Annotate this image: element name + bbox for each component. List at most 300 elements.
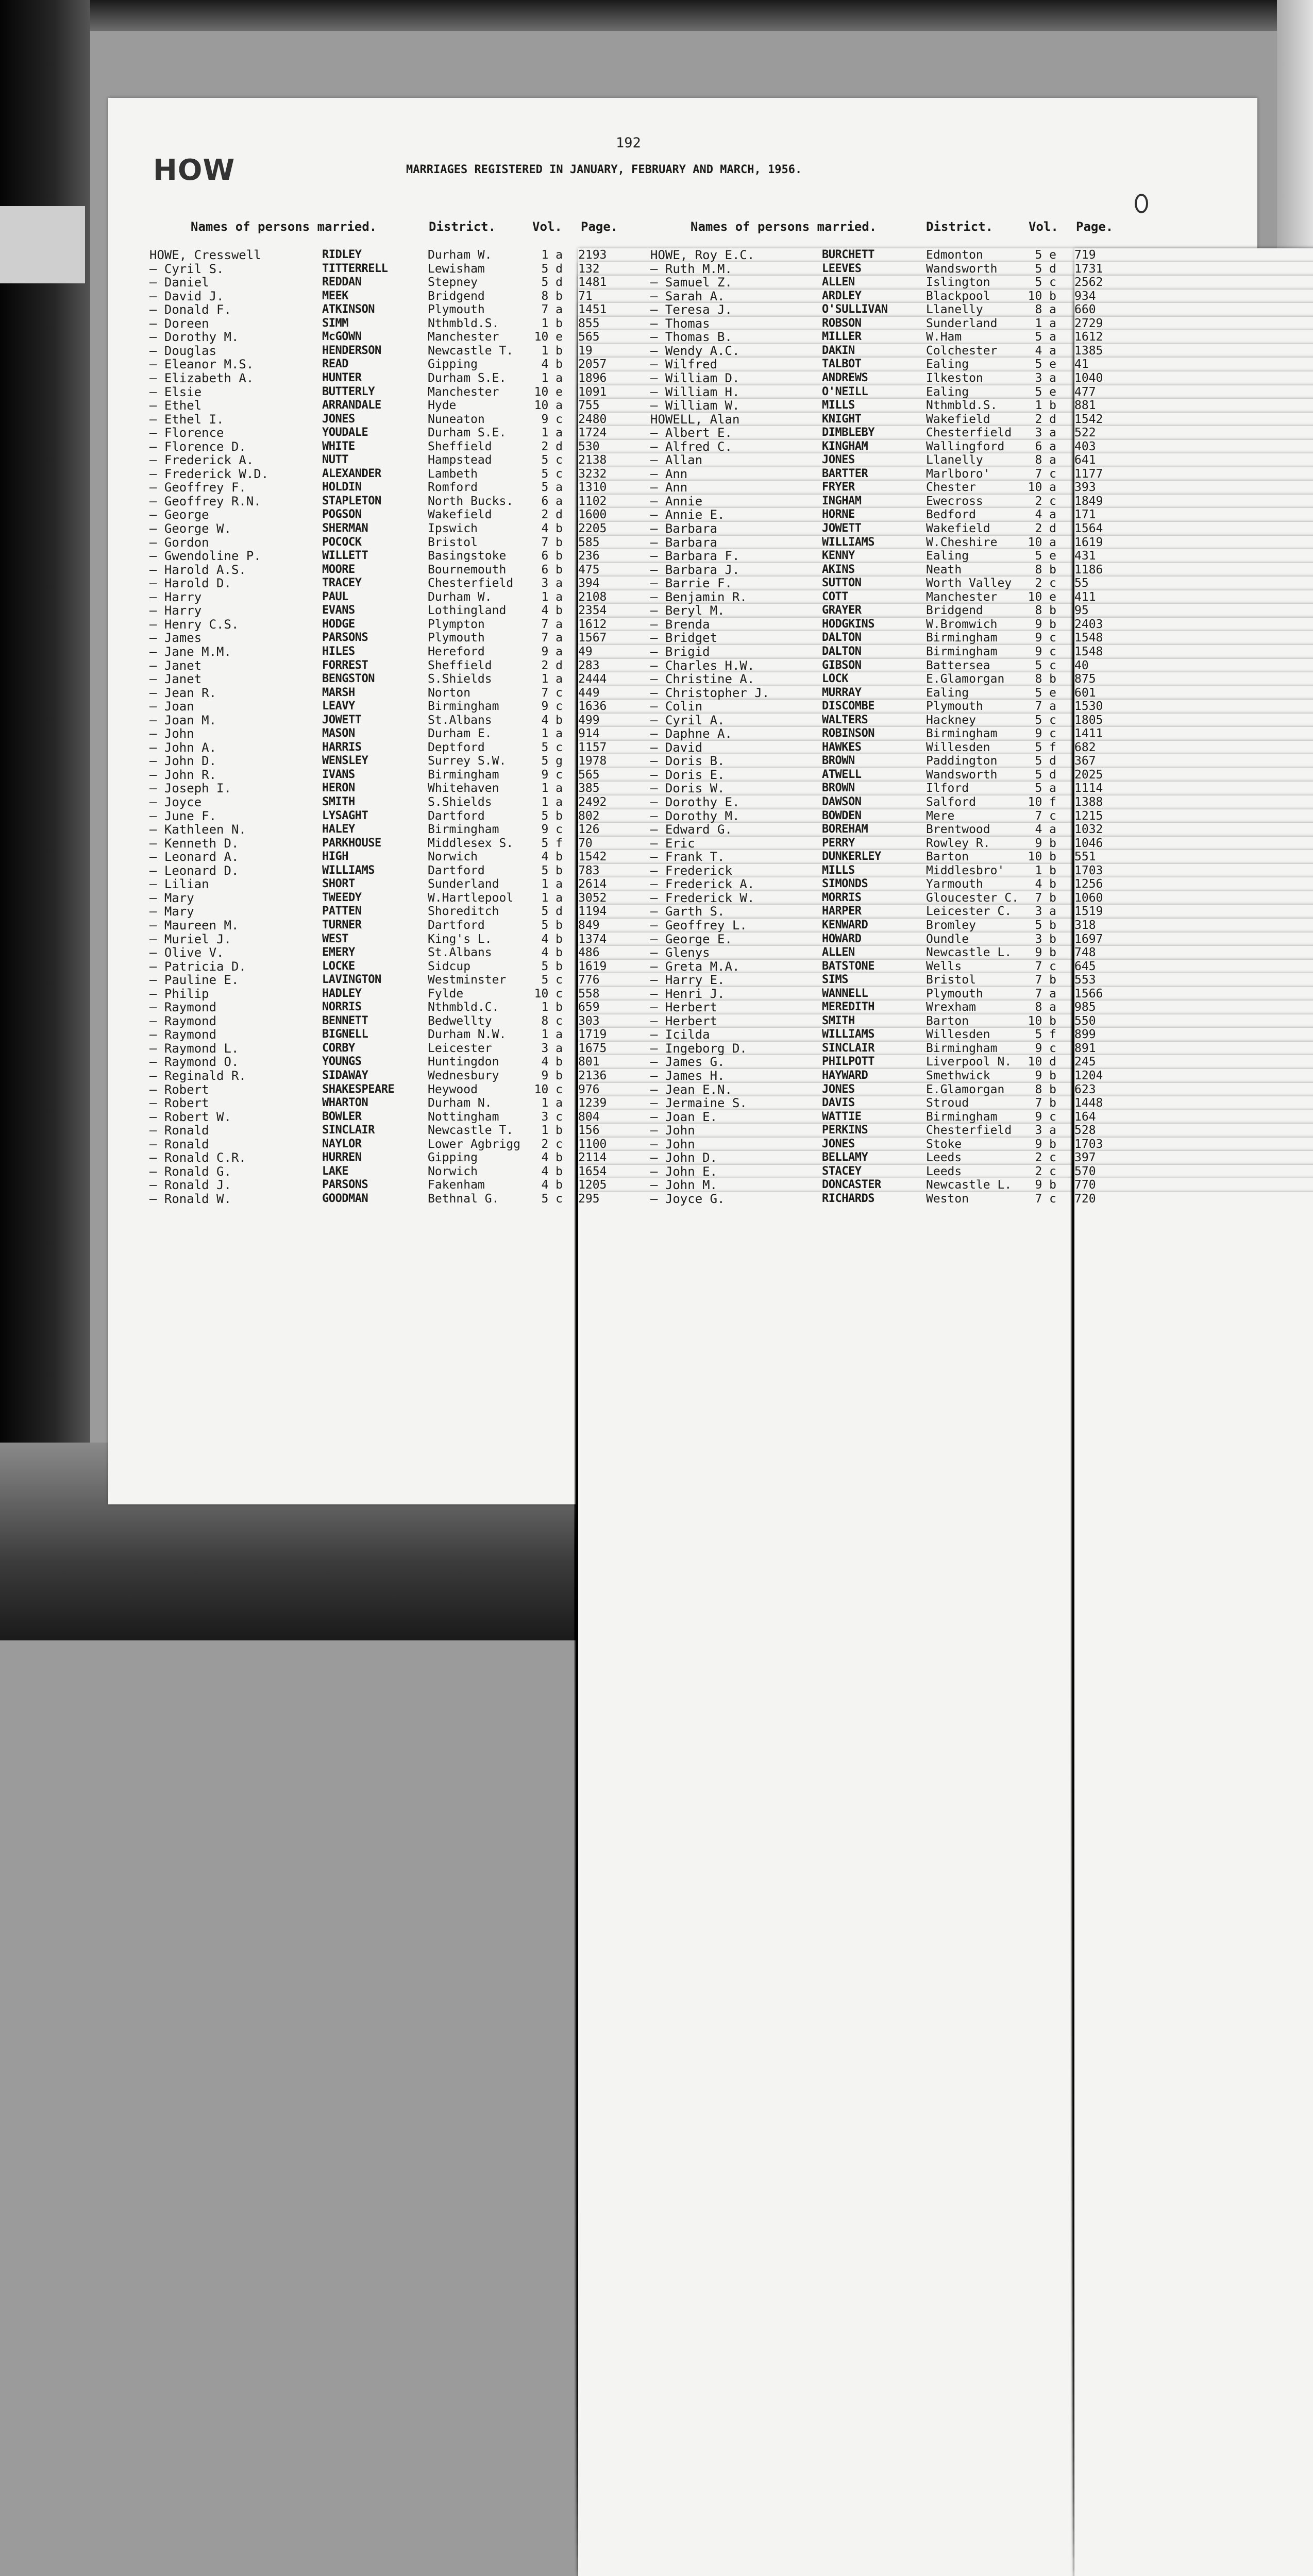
entry-dist: Newcastle L. <box>926 1178 1012 1192</box>
entry-spouse: SHERMAN <box>322 522 368 535</box>
entry-spouse: HURREN <box>322 1151 362 1164</box>
entry-spouse: WILLETT <box>322 549 368 562</box>
entry-spouse: POGSON <box>322 508 362 521</box>
entry-page: 2354 <box>578 604 1313 2010</box>
entry-page: 394 <box>578 577 1313 1983</box>
entry-page: 49 <box>578 645 1313 2052</box>
entry-page: 914 <box>578 727 1313 2133</box>
entry-page: 1194 <box>578 905 1313 2311</box>
entry-page: 1731 <box>1074 262 1313 1669</box>
entry-spouse: BROWN <box>822 754 855 767</box>
entry-dist: Sidcup <box>428 960 471 973</box>
entry-dist: Gipping <box>428 1151 478 1164</box>
entry-dist: Leeds <box>926 1165 962 1178</box>
entry-page: 1310 <box>578 481 1313 1887</box>
entry-page: 1548 <box>1074 645 1313 2052</box>
entry-vol: 6 b <box>541 549 563 563</box>
entry-page: 475 <box>578 563 1313 1970</box>
entry-vol: 1 a <box>541 877 563 891</box>
entry-dist: Fylde <box>428 987 464 1001</box>
entry-spouse: JOWETT <box>822 522 862 535</box>
entry-page: 171 <box>1074 508 1313 1914</box>
entry-page: 585 <box>578 536 1313 1942</box>
entry-name: — Harold A.S. <box>149 563 246 577</box>
entry-spouse: NUTT <box>322 453 348 466</box>
entry-page: 2138 <box>578 453 1313 1860</box>
entry-vol: 10 b <box>1028 850 1056 863</box>
entry-dist: Ealing <box>926 549 969 563</box>
entry-page: 1046 <box>1074 837 1313 2243</box>
entry-name: — John <box>650 1123 695 1138</box>
entry-vol: 5 b <box>541 960 563 973</box>
entry-dist: Sunderland <box>926 317 998 330</box>
entry-name: — Glenys <box>650 945 710 960</box>
entry-dist: Wednesbury <box>428 1069 499 1082</box>
entry-page: 3232 <box>578 467 1313 1874</box>
entry-spouse: WILLIAMS <box>822 1028 874 1041</box>
entry-spouse: LOCKE <box>322 960 355 973</box>
entry-name: — George <box>149 507 209 522</box>
entry-name: — Robert W. <box>149 1110 231 1124</box>
entry-vol: 2 c <box>1035 1165 1056 1178</box>
entry-dist: Gloucester C. <box>926 891 1019 905</box>
entry-dist: Bethnal G. <box>428 1192 499 1206</box>
entry-dist: Bromley <box>926 919 976 932</box>
entry-vol: 5 d <box>1035 754 1056 768</box>
entry-vol: 9 b <box>1035 946 1056 959</box>
entry-dist: Middlesbro' <box>926 864 1005 877</box>
entry-dist: Plympton <box>428 618 485 631</box>
entry-vol: 5 c <box>541 467 563 481</box>
entry-name: — Dorothy M. <box>650 809 740 823</box>
entry-vol: 4 b <box>541 933 563 946</box>
entry-vol: 1 a <box>541 782 563 795</box>
entry-page: 2562 <box>1074 276 1313 1682</box>
entry-name: — Alfred C. <box>650 439 732 454</box>
entry-spouse: WANNELL <box>822 987 868 1000</box>
entry-vol: 9 b <box>1035 1069 1056 1082</box>
entry-vol: 2 d <box>1035 522 1056 535</box>
entry-dist: Lewisham <box>428 262 485 276</box>
entry-dist: Stepney <box>428 276 478 289</box>
entry-page: 385 <box>578 782 1313 2188</box>
entry-vol: 5 b <box>541 809 563 823</box>
entry-page: 55 <box>1074 577 1313 1983</box>
entry-vol: 10 e <box>1028 590 1056 604</box>
entry-spouse: PARSONS <box>322 1178 368 1191</box>
entry-spouse: POCOCK <box>322 536 362 549</box>
entry-page: 802 <box>578 809 1313 2216</box>
entry-name: — Florence <box>149 426 224 440</box>
entry-page: 855 <box>578 317 1313 1723</box>
entry-spouse: MEREDITH <box>822 1001 874 1013</box>
entry-dist: Nottingham <box>428 1110 499 1124</box>
entry-dist: Barton <box>926 1014 969 1028</box>
entry-name: — Frederick <box>650 863 732 878</box>
entry-page: 2057 <box>578 358 1313 1764</box>
entry-vol: 4 b <box>541 1165 563 1178</box>
entry-dist: Norton <box>428 686 471 700</box>
entry-name: — Christopher J. <box>650 686 770 700</box>
entry-vol: 1 b <box>541 1124 563 1137</box>
entry-vol: 9 c <box>1035 727 1056 740</box>
entry-page: 303 <box>578 1014 1313 2421</box>
entry-page: 156 <box>578 1124 1313 2530</box>
entry-vol: 10 c <box>534 1083 563 1096</box>
entry-dist: W.Hartlepool <box>428 891 514 905</box>
entry-vol: 5 c <box>1035 276 1056 289</box>
entry-spouse: BROWN <box>822 782 855 794</box>
entry-vol: 1 b <box>541 1001 563 1014</box>
entry-vol: 8 b <box>1035 604 1056 617</box>
entry-name: — Greta M.A. <box>650 959 740 974</box>
entry-spouse: TURNER <box>322 919 362 931</box>
entry-page: 1204 <box>1074 1069 1313 2476</box>
entry-page: 1896 <box>578 371 1313 1778</box>
entry-dist: Romford <box>428 481 478 494</box>
entry-dist: Weston <box>926 1192 969 1206</box>
entry-spouse: HAWKES <box>822 741 862 754</box>
entry-page: 1567 <box>578 631 1313 2038</box>
entry-vol: 9 c <box>1035 631 1056 645</box>
entry-name: — Allan <box>650 453 703 467</box>
entry-page: 558 <box>578 987 1313 2394</box>
entry-spouse: STAPLETON <box>322 495 381 507</box>
entry-name: — Harry E. <box>650 973 725 987</box>
entry-dist: Barton <box>926 850 969 863</box>
entry-spouse: WALTERS <box>822 714 868 726</box>
entry-spouse: NORRIS <box>322 1001 362 1013</box>
entry-dist: Sheffield <box>428 659 492 672</box>
entry-dist: Wandsworth <box>926 768 998 782</box>
entry-dist: Ipswich <box>428 522 478 535</box>
entry-spouse: DAKIN <box>822 344 855 357</box>
entry-vol: 6 b <box>541 563 563 577</box>
entry-vol: 7 c <box>1035 960 1056 973</box>
entry-spouse: ATWELL <box>822 768 862 781</box>
entry-name: — Ann <box>650 467 688 481</box>
entry-dist: Plymouth <box>428 631 485 645</box>
entry-vol: 8 a <box>1035 303 1056 316</box>
entry-name: — Herbert <box>650 1000 718 1014</box>
entry-dist: Norwich <box>428 1165 478 1178</box>
entry-spouse: DUNKERLEY <box>822 850 881 863</box>
entry-spouse: TITTERRELL <box>322 262 388 275</box>
entry-page: 1542 <box>578 850 1313 2257</box>
entry-page: 283 <box>578 659 1313 2065</box>
entry-name: — Mary <box>149 904 194 919</box>
entry-name: — Ronald <box>149 1137 209 1151</box>
entry-spouse: SIMS <box>822 973 848 986</box>
entry-spouse: MEEK <box>322 290 348 302</box>
entry-page: 1805 <box>1074 714 1313 2120</box>
entry-name: — David J. <box>149 289 224 303</box>
entry-page: 645 <box>1074 960 1313 2366</box>
entry-dist: Llanelly <box>926 453 983 467</box>
entry-page: 1600 <box>578 508 1313 1914</box>
entry-spouse: MORRIS <box>822 891 862 904</box>
entry-page: 1032 <box>1074 823 1313 2229</box>
entry-dist: Birmingham <box>926 1110 998 1124</box>
entry-spouse: DALTON <box>822 631 862 644</box>
entry-name: — Joan <box>149 699 194 714</box>
entry-spouse: MILLER <box>822 330 862 343</box>
entry-vol: 9 c <box>541 768 563 782</box>
entry-dist: Durham S.E. <box>428 371 507 385</box>
entry-spouse: ALLEN <box>822 276 855 289</box>
entry-page: 1481 <box>578 276 1313 1682</box>
entry-dist: E.Glamorgan <box>926 1083 1005 1096</box>
entry-spouse: STACEY <box>822 1165 862 1178</box>
entry-vol: 5 g <box>541 754 563 768</box>
entry-spouse: NAYLOR <box>322 1138 362 1150</box>
entry-vol: 5 a <box>1035 330 1056 344</box>
entry-name: — Frederick W. <box>650 891 755 905</box>
entry-page: 318 <box>1074 919 1313 2325</box>
entry-name: — Elizabeth A. <box>149 371 254 385</box>
entry-dist: Huntingdon <box>428 1055 499 1069</box>
entry-vol: 4 a <box>1035 344 1056 358</box>
entry-name: — Raymond <box>149 1027 217 1042</box>
entry-page: 660 <box>1074 303 1313 1709</box>
entry-page: 1612 <box>1074 330 1313 1737</box>
entry-vol: 3 a <box>541 577 563 590</box>
entry-dist: Ealing <box>926 358 969 371</box>
entry-spouse: COTT <box>822 590 848 603</box>
entry-dist: Wakefield <box>926 413 990 426</box>
entry-dist: Wells <box>926 960 962 973</box>
entry-name: — John R. <box>149 768 217 782</box>
entry-spouse: LAVINGTON <box>322 973 381 986</box>
entry-dist: Wandsworth <box>926 262 998 276</box>
entry-name: — George E. <box>650 932 732 946</box>
entry-name: — Frederick A. <box>650 877 755 891</box>
entry-vol: 7 a <box>541 303 563 316</box>
entry-dist: Deptford <box>428 741 485 754</box>
entry-page: 1157 <box>578 741 1313 2147</box>
entry-spouse: DISCOMBE <box>822 700 874 713</box>
entry-name: — Benjamin R. <box>650 590 747 604</box>
entry-page: 1374 <box>578 933 1313 2339</box>
entry-page: 477 <box>1074 385 1313 1792</box>
entry-vol: 7 c <box>1035 809 1056 823</box>
entry-vol: 1 a <box>541 590 563 604</box>
entry-dist: Islington <box>926 276 990 289</box>
entry-name: — Jermaine S. <box>650 1096 747 1110</box>
entry-vol: 4 a <box>1035 823 1056 836</box>
entry-name: — Kathleen N. <box>149 822 246 837</box>
entry-dist: Bridgend <box>926 604 983 617</box>
entry-page: 2136 <box>578 1069 1313 2476</box>
entry-name: — Ingeborg D. <box>650 1041 747 1056</box>
entry-page: 236 <box>578 549 1313 1956</box>
entry-vol: 5 d <box>1035 768 1056 782</box>
entry-name: — Eleanor M.S. <box>149 357 254 371</box>
entry-name: — Elsie <box>149 385 202 399</box>
entry-page: 755 <box>578 399 1313 1805</box>
entry-page: 245 <box>1074 1055 1313 2462</box>
entry-vol: 3 a <box>1035 905 1056 918</box>
entry-vol: 1 b <box>1035 399 1056 412</box>
entry-page: 2114 <box>578 1151 1313 2557</box>
entry-name: — Bridget <box>650 631 718 645</box>
entry-spouse: EVANS <box>322 604 355 617</box>
entry-name: — John D. <box>149 754 217 768</box>
entry-page: 804 <box>578 1110 1313 2517</box>
entry-vol: 2 c <box>1035 577 1056 590</box>
entry-name: — Maureen M. <box>149 918 239 933</box>
entry-vol: 10 e <box>534 385 563 399</box>
entry-dist: Hampstead <box>428 453 492 467</box>
entry-page: 393 <box>1074 481 1313 1887</box>
entry-vol: 5 d <box>541 905 563 918</box>
entry-vol: 4 b <box>541 850 563 863</box>
entry-spouse: BATSTONE <box>822 960 874 973</box>
entry-page: 659 <box>578 1001 1313 2407</box>
entry-dist: Chesterfield <box>428 577 514 590</box>
entry-vol: 8 b <box>1035 672 1056 686</box>
entry-page: 1619 <box>1074 536 1313 1942</box>
entry-vol: 9 b <box>1035 837 1056 850</box>
register-title: MARRIAGES REGISTERED IN JANUARY, FEBRUARY AND MARCH, 1956. <box>406 163 802 176</box>
left-col-district-header: District. <box>429 219 496 234</box>
entry-page: 3052 <box>578 891 1313 2298</box>
entry-page: 41 <box>1074 358 1313 1764</box>
entry-spouse: BOWLER <box>322 1110 362 1123</box>
entry-name: — Barbara J. <box>650 563 740 577</box>
entry-page: 682 <box>1074 741 1313 2147</box>
entry-name: HOWE, Roy E.C. <box>650 248 755 262</box>
entry-dist: Durham N. <box>428 1096 492 1110</box>
entry-spouse: HILES <box>322 645 355 658</box>
entry-vol: 4 b <box>541 714 563 727</box>
entry-spouse: BENGSTON <box>322 672 375 685</box>
entry-page: 1530 <box>1074 700 1313 2106</box>
left-col-page-header: Page. <box>581 219 618 234</box>
entry-spouse: ALLEN <box>822 946 855 959</box>
entry-spouse: FORREST <box>322 659 368 672</box>
entry-vol: 8 c <box>541 1014 563 1028</box>
entry-name: — Reginald R. <box>149 1069 246 1083</box>
entry-page: 1724 <box>578 426 1313 1833</box>
entry-name: — Cyril A. <box>650 713 725 727</box>
entry-name: — William W. <box>650 398 740 413</box>
entry-name: — Wilfred <box>650 357 718 371</box>
entry-name: — Harry <box>149 590 202 604</box>
entry-spouse: JONES <box>822 1138 855 1150</box>
entry-page: 891 <box>1074 1042 1313 2448</box>
entry-dist: St.Albans <box>428 714 492 727</box>
entry-vol: 10 b <box>1028 290 1056 303</box>
right-col-vol-header: Vol. <box>1029 219 1058 234</box>
entry-spouse: CORBY <box>322 1042 355 1055</box>
entry-name: — Ronald <box>149 1123 209 1138</box>
entry-dist: Durham W. <box>428 248 492 262</box>
entry-spouse: EMERY <box>322 946 355 959</box>
entry-spouse: HARPER <box>822 905 862 918</box>
entry-spouse: PERRY <box>822 837 855 850</box>
entry-spouse: BELLAMY <box>822 1151 868 1164</box>
entry-spouse: ALEXANDER <box>322 467 381 480</box>
entry-page: 934 <box>1074 290 1313 1696</box>
entry-spouse: READ <box>322 358 348 370</box>
entry-page: 1388 <box>1074 795 1313 2202</box>
entry-dist: W.Ham <box>926 330 962 344</box>
entry-spouse: LAKE <box>322 1165 348 1178</box>
entry-name: — Ethel I. <box>149 412 224 427</box>
entry-name: — Albert E. <box>650 426 732 440</box>
entry-name: — Annie E. <box>650 507 725 522</box>
entry-dist: Bristol <box>428 536 478 549</box>
entry-spouse: IVANS <box>322 768 355 781</box>
entry-spouse: GIBSON <box>822 659 862 672</box>
entry-vol: 7 a <box>541 618 563 631</box>
entry-vol: 5 f <box>1035 741 1056 754</box>
entry-page: 528 <box>1074 1124 1313 2530</box>
entry-vol: 5 f <box>541 837 563 850</box>
entry-page: 40 <box>1074 659 1313 2065</box>
entry-name: — Daniel <box>149 275 209 290</box>
entry-spouse: McGOWN <box>322 330 362 343</box>
entry-dist: Durham W. <box>428 590 492 604</box>
entry-name: — Kenneth D. <box>149 836 239 851</box>
entry-page: 1697 <box>1074 933 1313 2339</box>
entry-name: — Joan M. <box>149 713 217 727</box>
entry-vol: 5 e <box>1035 686 1056 700</box>
entry-spouse: HODGKINS <box>822 618 874 631</box>
entry-dist: Chester <box>926 481 976 494</box>
entry-spouse: ARRANDALE <box>322 399 381 412</box>
entry-spouse: WATTIE <box>822 1110 862 1123</box>
entry-vol: 5 a <box>1035 782 1056 795</box>
entry-page: 1675 <box>578 1042 1313 2448</box>
entry-page: 776 <box>578 973 1313 2380</box>
entry-dist: Wrexham <box>926 1001 976 1014</box>
entry-vol: 5 d <box>541 262 563 276</box>
entry-vol: 9 c <box>1035 645 1056 658</box>
entry-dist: Mere <box>926 809 955 823</box>
entry-name: — Raymond L. <box>149 1041 239 1056</box>
entry-vol: 1 a <box>541 727 563 740</box>
entry-name: — Barrie F. <box>650 576 732 590</box>
left-col-vol-header: Vol. <box>532 219 562 234</box>
entry-page: 1102 <box>578 495 1313 1901</box>
entry-spouse: SIDAWAY <box>322 1069 368 1082</box>
entry-spouse: MILLS <box>822 864 855 877</box>
entry-name: — Daphne A. <box>650 726 732 741</box>
entry-vol: 1 b <box>541 317 563 330</box>
entry-name: — Cyril S. <box>149 262 224 276</box>
entry-page: 1548 <box>1074 631 1313 2038</box>
entry-name: — Harry <box>149 603 202 618</box>
entry-page: 95 <box>1074 604 1313 2010</box>
entry-spouse: RIDLEY <box>322 248 362 261</box>
entry-name: — Ruth M.M. <box>650 262 732 276</box>
entry-spouse: HORNE <box>822 508 855 521</box>
entry-spouse: PARSONS <box>322 631 368 644</box>
entry-page: 1612 <box>578 618 1313 2024</box>
entry-page: 899 <box>1074 1028 1313 2434</box>
entry-name: — William H. <box>650 385 740 399</box>
entry-vol: 8 b <box>1035 563 1056 577</box>
entry-page: 565 <box>578 768 1313 2175</box>
entry-dist: E.Glamorgan <box>926 672 1005 686</box>
entry-vol: 1 a <box>541 248 563 262</box>
entry-name: — June F. <box>149 809 217 823</box>
entry-name: — Janet <box>149 658 202 673</box>
entry-spouse: PAUL <box>322 590 348 603</box>
entry-dist: S.Shields <box>428 672 492 686</box>
